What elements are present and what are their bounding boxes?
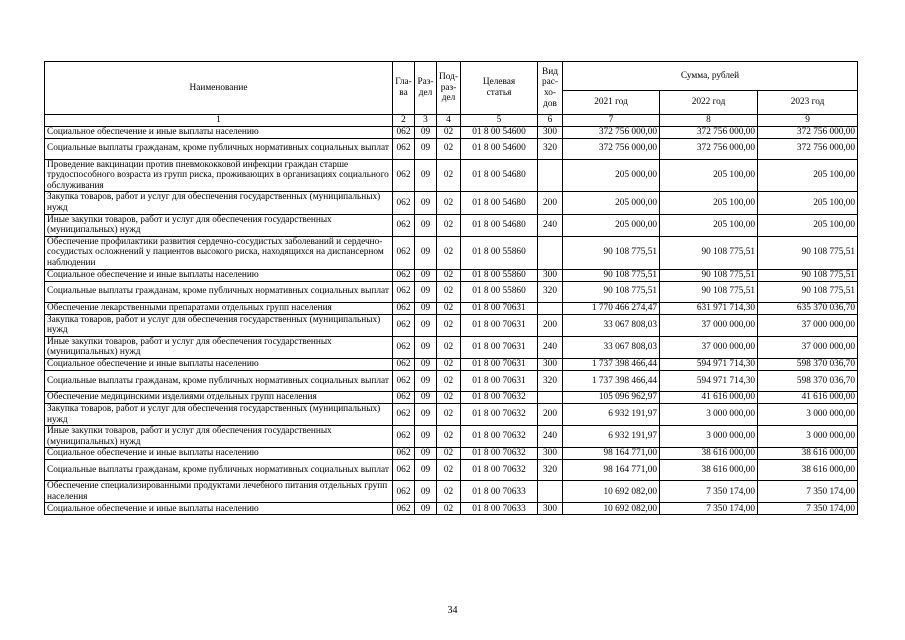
col-number: 2 [393, 115, 415, 127]
row-kind: 320 [538, 281, 563, 302]
row-amount-2021: 372 756 000,00 [563, 138, 660, 159]
row-name: Социальные выплаты гражданам, кроме публичных нормативных социальных выплат [45, 138, 393, 159]
header-subsection: Под- раз- дел [437, 62, 461, 115]
table-row [45, 236, 858, 269]
row-target: 01 8 00 54680 [461, 214, 538, 236]
table-row [45, 358, 858, 370]
row-amount-2023: 635 370 036,70 [758, 302, 858, 314]
table-row [45, 426, 858, 448]
row-chapter: 062 [393, 336, 415, 358]
row-amount-2022: 7 350 174,00 [660, 503, 758, 515]
row-amount-2022: 205 100,00 [660, 159, 758, 192]
row-amount-2021: 90 108 775,51 [563, 236, 660, 269]
header-section: Раз- дел [415, 62, 437, 115]
row-target: 01 8 00 70631 [461, 336, 538, 358]
row-amount-2022: 37 000 000,00 [660, 314, 758, 336]
row-amount-2021: 90 108 775,51 [563, 269, 660, 281]
row-chapter: 062 [393, 126, 415, 138]
row-section: 09 [415, 159, 437, 192]
col-number: 8 [660, 115, 758, 127]
header-target: Целевая статья [461, 62, 538, 115]
row-target: 01 8 00 54680 [461, 192, 538, 214]
row-chapter: 062 [393, 460, 415, 481]
row-subsection: 02 [437, 138, 461, 159]
header-kind: Вид рас- хо- дов [538, 62, 563, 115]
row-kind: 300 [538, 358, 563, 370]
row-chapter: 062 [393, 214, 415, 236]
row-chapter: 062 [393, 403, 415, 425]
row-name: Социальные выплаты гражданам, кроме публичных нормативных социальных выплат [45, 460, 393, 481]
row-amount-2021: 98 164 771,00 [563, 460, 660, 481]
row-section: 09 [415, 503, 437, 515]
row-section: 09 [415, 391, 437, 403]
col-number: 4 [437, 115, 461, 127]
row-section: 09 [415, 481, 437, 503]
row-kind: 200 [538, 314, 563, 336]
row-amount-2022: 38 616 000,00 [660, 460, 758, 481]
row-chapter: 062 [393, 391, 415, 403]
row-subsection: 02 [437, 426, 461, 448]
row-amount-2021: 205 000,00 [563, 159, 660, 192]
row-section: 09 [415, 314, 437, 336]
row-amount-2021: 33 067 808,03 [563, 336, 660, 358]
row-amount-2023: 41 616 000,00 [758, 391, 858, 403]
table-row [45, 503, 858, 515]
row-subsection: 02 [437, 302, 461, 314]
row-amount-2023: 7 350 174,00 [758, 503, 858, 515]
row-section: 09 [415, 281, 437, 302]
header-name: Наименование [45, 62, 393, 115]
row-chapter: 062 [393, 358, 415, 370]
row-subsection: 02 [437, 314, 461, 336]
row-name: Иные закупки товаров, работ и услуг для обеспечения государственных (муниципальных) нужд [45, 214, 393, 236]
row-target: 01 8 00 70632 [461, 403, 538, 425]
row-chapter: 062 [393, 448, 415, 460]
row-kind: 320 [538, 138, 563, 159]
row-kind: 300 [538, 503, 563, 515]
row-section: 09 [415, 460, 437, 481]
row-amount-2022: 594 971 714,30 [660, 370, 758, 391]
row-target: 01 8 00 70631 [461, 302, 538, 314]
col-number: 7 [563, 115, 660, 127]
row-amount-2023: 3 000 000,00 [758, 403, 858, 425]
row-target: 01 8 00 70633 [461, 481, 538, 503]
row-subsection: 02 [437, 460, 461, 481]
row-subsection: 02 [437, 336, 461, 358]
row-section: 09 [415, 236, 437, 269]
row-name: Социальные выплаты гражданам, кроме публичных нормативных социальных выплат [45, 281, 393, 302]
header-2021: 2021 год [563, 91, 660, 115]
row-amount-2021: 1 737 398 466,44 [563, 358, 660, 370]
budget-table [44, 61, 858, 515]
row-amount-2022: 90 108 775,51 [660, 281, 758, 302]
row-kind: 240 [538, 426, 563, 448]
row-kind [538, 159, 563, 192]
row-amount-2022: 594 971 714,30 [660, 358, 758, 370]
row-amount-2023: 90 108 775,51 [758, 281, 858, 302]
row-name: Социальные выплаты гражданам, кроме публичных нормативных социальных выплат [45, 370, 393, 391]
row-kind: 300 [538, 126, 563, 138]
row-amount-2023: 37 000 000,00 [758, 336, 858, 358]
table-row [45, 481, 858, 503]
row-amount-2021: 98 164 771,00 [563, 448, 660, 460]
table-row [45, 281, 858, 302]
header-2022: 2022 год [660, 91, 758, 115]
row-chapter: 062 [393, 281, 415, 302]
row-chapter: 062 [393, 370, 415, 391]
header-sum: Сумма, рублей [563, 62, 858, 91]
row-amount-2023: 3 000 000,00 [758, 426, 858, 448]
row-subsection: 02 [437, 126, 461, 138]
row-section: 09 [415, 403, 437, 425]
row-section: 09 [415, 302, 437, 314]
row-kind [538, 391, 563, 403]
header-2023: 2023 год [758, 91, 858, 115]
row-name: Проведение вакцинации против пневмококковой инфекции граждан старше трудоспособного возраста из групп риска, проживающих в организациях социального обслуживания [45, 159, 393, 192]
row-amount-2023: 372 756 000,00 [758, 126, 858, 138]
row-name: Закупка товаров, работ и услуг для обеспечения государственных (муниципальных) нужд [45, 314, 393, 336]
row-section: 09 [415, 126, 437, 138]
row-amount-2021: 10 692 082,00 [563, 481, 660, 503]
row-amount-2022: 41 616 000,00 [660, 391, 758, 403]
row-kind [538, 302, 563, 314]
row-name: Обеспечение медицинскими изделиями отдельных групп населения [45, 391, 393, 403]
row-amount-2023: 205 100,00 [758, 214, 858, 236]
row-chapter: 062 [393, 314, 415, 336]
row-amount-2022: 90 108 775,51 [660, 236, 758, 269]
table-row [45, 192, 858, 214]
table-row [45, 391, 858, 403]
row-name: Социальное обеспечение и иные выплаты населению [45, 269, 393, 281]
row-subsection: 02 [437, 448, 461, 460]
row-subsection: 02 [437, 391, 461, 403]
row-chapter: 062 [393, 481, 415, 503]
row-subsection: 02 [437, 281, 461, 302]
row-amount-2021: 6 932 191,97 [563, 403, 660, 425]
row-target: 01 8 00 70631 [461, 358, 538, 370]
row-chapter: 062 [393, 426, 415, 448]
row-amount-2023: 598 370 036,70 [758, 358, 858, 370]
row-amount-2022: 205 100,00 [660, 192, 758, 214]
row-amount-2021: 1 737 398 466,44 [563, 370, 660, 391]
table-row [45, 302, 858, 314]
row-amount-2023: 372 756 000,00 [758, 138, 858, 159]
table-row [45, 269, 858, 281]
table-body [45, 126, 858, 515]
row-kind: 200 [538, 192, 563, 214]
row-amount-2023: 38 616 000,00 [758, 448, 858, 460]
row-chapter: 062 [393, 302, 415, 314]
row-section: 09 [415, 448, 437, 460]
row-target: 01 8 00 55860 [461, 281, 538, 302]
table-row [45, 370, 858, 391]
col-number: 5 [461, 115, 538, 127]
table-row [45, 314, 858, 336]
row-section: 09 [415, 138, 437, 159]
table-row [45, 403, 858, 425]
row-name: Иные закупки товаров, работ и услуг для обеспечения государственных (муниципальных) нужд [45, 336, 393, 358]
row-subsection: 02 [437, 192, 461, 214]
row-subsection: 02 [437, 403, 461, 425]
row-amount-2021: 1 770 466 274,47 [563, 302, 660, 314]
row-amount-2023: 205 100,00 [758, 192, 858, 214]
row-name: Обеспечение профилактики развития сердечно-сосудистых заболеваний и сердечно-сосудистых осложнений у пациентов высокого риска, находящихся на диспансерном наблюдении [45, 236, 393, 269]
col-number: 3 [415, 115, 437, 127]
row-amount-2022: 372 756 000,00 [660, 126, 758, 138]
col-number: 1 [45, 115, 393, 127]
row-amount-2022: 205 100,00 [660, 214, 758, 236]
row-amount-2022: 7 350 174,00 [660, 481, 758, 503]
row-kind [538, 236, 563, 269]
row-section: 09 [415, 370, 437, 391]
row-kind [538, 481, 563, 503]
row-target: 01 8 00 70633 [461, 503, 538, 515]
row-amount-2022: 3 000 000,00 [660, 426, 758, 448]
row-name: Обеспечение специализированными продуктами лечебного питания отдельных групп населения [45, 481, 393, 503]
row-subsection: 02 [437, 159, 461, 192]
row-subsection: 02 [437, 269, 461, 281]
row-kind: 200 [538, 403, 563, 425]
row-subsection: 02 [437, 370, 461, 391]
row-name: Социальное обеспечение и иные выплаты населению [45, 503, 393, 515]
row-amount-2021: 372 756 000,00 [563, 126, 660, 138]
row-subsection: 02 [437, 481, 461, 503]
row-target: 01 8 00 70632 [461, 426, 538, 448]
row-amount-2022: 3 000 000,00 [660, 403, 758, 425]
row-name: Закупка товаров, работ и услуг для обеспечения государственных (муниципальных) нужд [45, 403, 393, 425]
row-amount-2021: 10 692 082,00 [563, 503, 660, 515]
row-target: 01 8 00 70631 [461, 314, 538, 336]
row-section: 09 [415, 269, 437, 281]
row-amount-2022: 631 971 714,30 [660, 302, 758, 314]
row-kind: 240 [538, 336, 563, 358]
col-number: 9 [758, 115, 858, 127]
row-name: Обеспечение лекарственными препаратами отдельных групп населения [45, 302, 393, 314]
row-amount-2023: 7 350 174,00 [758, 481, 858, 503]
table-row [45, 159, 858, 192]
row-chapter: 062 [393, 138, 415, 159]
row-target: 01 8 00 54680 [461, 159, 538, 192]
row-target: 01 8 00 70631 [461, 370, 538, 391]
row-kind: 320 [538, 370, 563, 391]
table-row [45, 460, 858, 481]
row-chapter: 062 [393, 269, 415, 281]
table-row [45, 138, 858, 159]
row-chapter: 062 [393, 236, 415, 269]
row-kind: 240 [538, 214, 563, 236]
row-name: Закупка товаров, работ и услуг для обеспечения государственных (муниципальных) нужд [45, 192, 393, 214]
row-section: 09 [415, 214, 437, 236]
table-row [45, 214, 858, 236]
row-amount-2023: 90 108 775,51 [758, 236, 858, 269]
row-section: 09 [415, 358, 437, 370]
row-kind: 320 [538, 460, 563, 481]
row-target: 01 8 00 70632 [461, 448, 538, 460]
row-target: 01 8 00 70632 [461, 460, 538, 481]
row-amount-2023: 90 108 775,51 [758, 269, 858, 281]
row-amount-2022: 90 108 775,51 [660, 269, 758, 281]
row-amount-2023: 598 370 036,70 [758, 370, 858, 391]
row-amount-2023: 37 000 000,00 [758, 314, 858, 336]
col-number: 6 [538, 115, 563, 127]
row-section: 09 [415, 426, 437, 448]
row-name: Иные закупки товаров, работ и услуг для обеспечения государственных (муниципальных) нужд [45, 426, 393, 448]
row-subsection: 02 [437, 214, 461, 236]
row-amount-2021: 105 096 962,97 [563, 391, 660, 403]
row-subsection: 02 [437, 358, 461, 370]
row-chapter: 062 [393, 503, 415, 515]
page-number: 34 [447, 605, 458, 616]
row-name: Социальное обеспечение и иные выплаты населению [45, 358, 393, 370]
row-amount-2022: 38 616 000,00 [660, 448, 758, 460]
row-subsection: 02 [437, 503, 461, 515]
row-amount-2022: 37 000 000,00 [660, 336, 758, 358]
row-target: 01 8 00 54600 [461, 126, 538, 138]
row-amount-2023: 205 100,00 [758, 159, 858, 192]
row-subsection: 02 [437, 236, 461, 269]
row-name: Социальное обеспечение и иные выплаты населению [45, 448, 393, 460]
row-target: 01 8 00 55860 [461, 269, 538, 281]
row-target: 01 8 00 55860 [461, 236, 538, 269]
row-kind: 300 [538, 269, 563, 281]
table-row [45, 126, 858, 138]
header-chapter: Гла- ва [393, 62, 415, 115]
row-target: 01 8 00 54600 [461, 138, 538, 159]
table-row [45, 336, 858, 358]
row-amount-2023: 38 616 000,00 [758, 460, 858, 481]
row-chapter: 062 [393, 192, 415, 214]
row-amount-2021: 33 067 808,03 [563, 314, 660, 336]
row-chapter: 062 [393, 159, 415, 192]
row-amount-2021: 205 000,00 [563, 192, 660, 214]
row-target: 01 8 00 70632 [461, 391, 538, 403]
row-amount-2021: 90 108 775,51 [563, 281, 660, 302]
row-amount-2021: 6 932 191,97 [563, 426, 660, 448]
row-amount-2021: 205 000,00 [563, 214, 660, 236]
row-name: Социальное обеспечение и иные выплаты населению [45, 126, 393, 138]
row-amount-2022: 372 756 000,00 [660, 138, 758, 159]
row-section: 09 [415, 192, 437, 214]
table-row [45, 448, 858, 460]
row-section: 09 [415, 336, 437, 358]
row-kind: 300 [538, 448, 563, 460]
